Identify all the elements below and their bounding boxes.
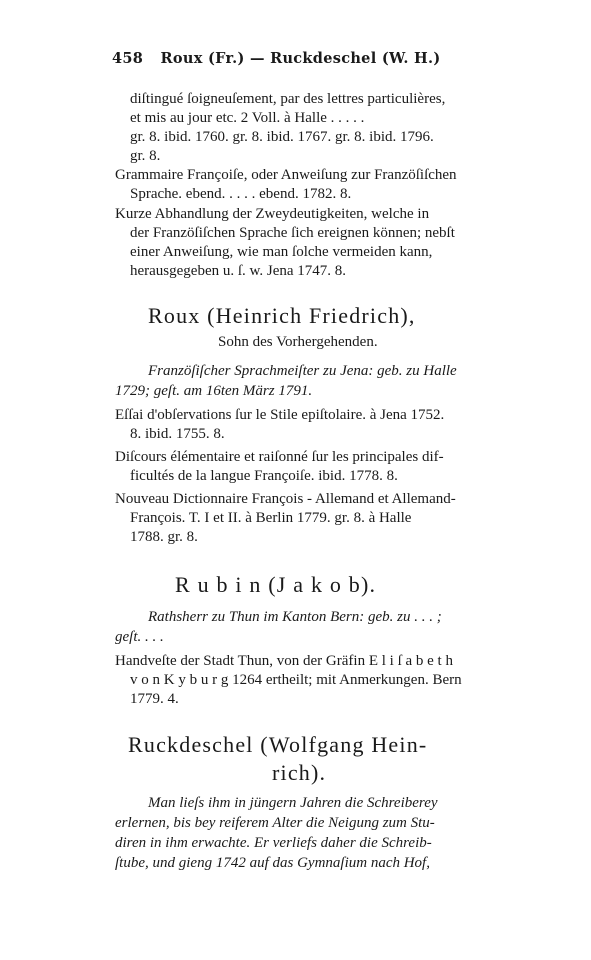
bio-line: erlernen, bis bey reiferem Alter die Neigung zum Stu-	[115, 815, 435, 831]
bio-line: 1729; geſt. am 16ten März 1791.	[115, 383, 313, 399]
work-line: 1788. gr. 8.	[130, 529, 198, 545]
running-title: Roux (Fr.) — Ruckdeschel (W. H.)	[160, 50, 441, 67]
text-line: Sprache. ebend. . . . . ebend. 1782. 8.	[130, 186, 352, 202]
text-line: herausgegeben u. ſ. w. Jena 1747. 8.	[130, 263, 347, 279]
work-line: Eſſai d'obſervations ſur le Stile epiſtolaire. à Jena 1752.	[115, 407, 445, 423]
work-line: ficultés de la langue Françoiſe. ibid. 1778. 8.	[130, 468, 398, 484]
entry-heading-ruckdeschel-cont: rich).	[272, 760, 327, 785]
text-line: Kurze Abhandlung der Zweydeutigkeiten, welche in	[115, 206, 430, 222]
text-line: et mis au jour etc. 2 Voll. à Halle . . . . .	[130, 110, 365, 126]
work-line: François. T. I et II. à Berlin 1779. gr. 8. à Halle	[130, 510, 412, 526]
text-line: einer Anweiſung, wie man ſolche vermeiden kann,	[130, 244, 433, 260]
entry-heading-rubin: R u b i n (J a k o b).	[175, 572, 377, 597]
text-line: der Franzöſiſchen Sprache ſich ereignen können; nebſt	[130, 225, 455, 241]
work-line: v o n K y b u r g 1264 ertheilt; mit Anmerkungen. Bern	[130, 672, 462, 688]
work-line: Diſcours élémentaire et raiſonné ſur les principales dif-	[115, 449, 444, 465]
running-header	[112, 50, 492, 67]
work-line: Nouveau Dictionnaire François - Allemand et Allemand-	[115, 491, 456, 507]
text-line: gr. 8. ibid. 1760. gr. 8. ibid. 1767. gr. 8. ibid. 1796.	[130, 129, 434, 145]
entry-heading-ruckdeschel: Ruckdeschel (Wolfgang Hein-	[128, 732, 428, 757]
text-line: diſtingué ſoigneuſement, par des lettres particulières,	[130, 91, 446, 107]
text-line: gr. 8.	[130, 148, 161, 164]
work-line: 1779. 4.	[130, 691, 179, 707]
bio-line: geſt. . . .	[115, 629, 164, 645]
work-line: Handveſte der Stadt Thun, von der Gräfin E l i ſ a b e t h	[115, 653, 453, 669]
bio-line: Man lieſs ihm in jüngern Jahren die Schreiberey	[148, 795, 438, 811]
text-line: Grammaire Françoiſe, oder Anweiſung zur Franzöſiſchen	[115, 167, 457, 183]
entry-heading-roux: Roux (Heinrich Friedrich),	[148, 303, 416, 328]
bio-line: Rathsherr zu Thun im Kanton Bern: geb. zu . . . ;	[148, 609, 442, 625]
entry-subheading-roux: Sohn des Vorhergehenden.	[218, 334, 378, 350]
work-line: 8. ibid. 1755. 8.	[130, 426, 225, 442]
bio-line: Franzöſiſcher Sprachmeiſter zu Jena: geb. zu Halle	[148, 363, 457, 379]
bio-line: ſtube, und gieng 1742 auf das Gymnaſium nach Hof,	[115, 855, 430, 871]
page-number: 458	[112, 50, 144, 67]
bio-line: diren in ihm erwachte. Er verliefs daher die Schreib-	[115, 835, 432, 851]
